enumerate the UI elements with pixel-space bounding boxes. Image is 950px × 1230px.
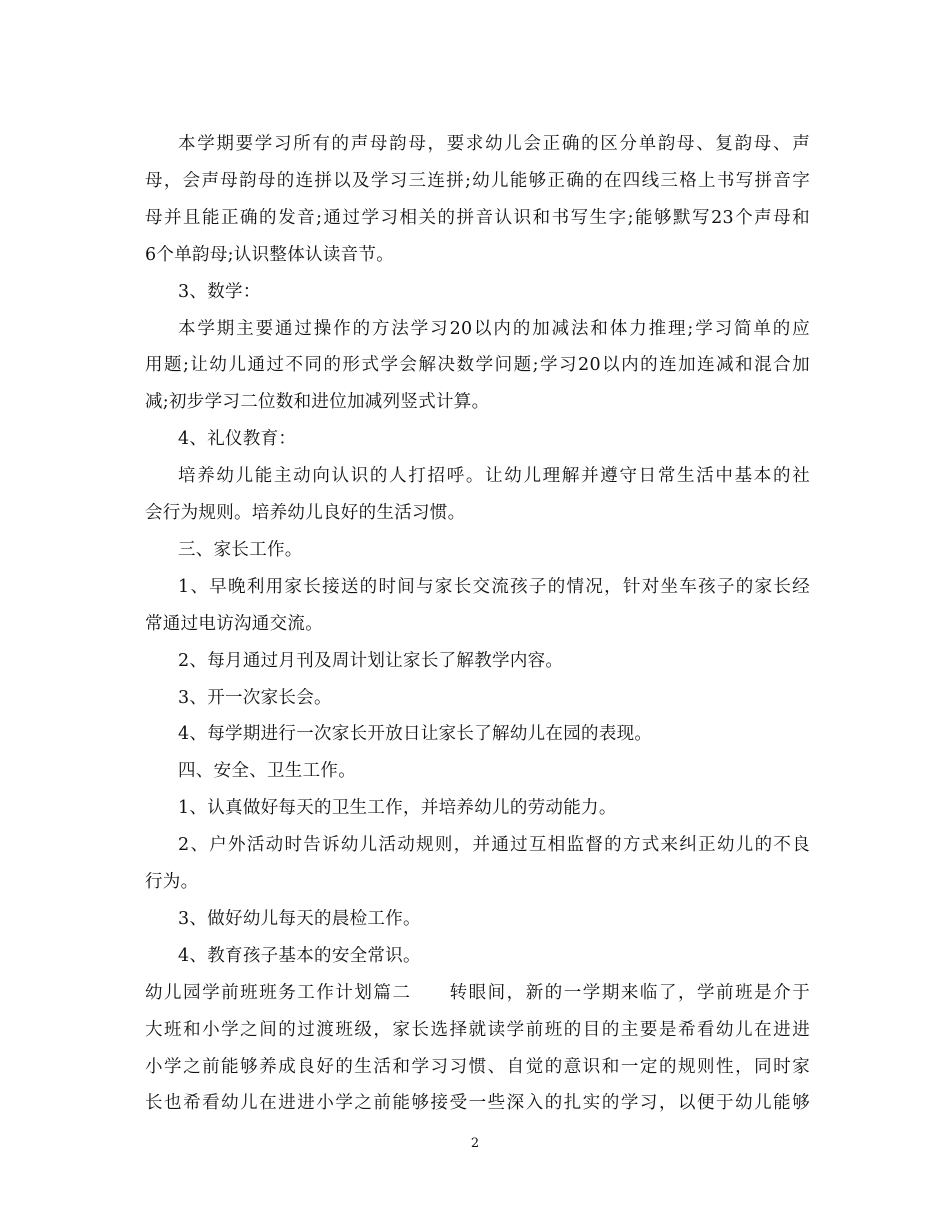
text-line: 母，会声母韵母的连拼以及学习三连拼;幼儿能够正确的在四线三格上书写拼音字 <box>145 170 810 191</box>
text-line: 常通过电访沟通交流。 <box>145 613 323 634</box>
text-line: 小学之前能够养成良好的生活和学习习惯、自觉的意识和一定的规则性，同时家 <box>145 1056 810 1077</box>
text-line: 培养幼儿能主动向认识的人打招呼。让幼儿理解并遵守日常生活中基本的社 <box>178 466 810 487</box>
text-line: 4、每学期进行一次家长开放日让家长了解幼儿在园的表现。 <box>178 724 653 745</box>
text-line: 3、开一次家长会。 <box>178 687 332 708</box>
text-line: 3、数学： <box>178 281 261 302</box>
text-line: 3、做好幼儿每天的晨检工作。 <box>178 908 421 929</box>
text-line: 2、户外活动时告诉幼儿活动规则，并通过互相监督的方式来纠正幼儿的不良 <box>178 835 810 856</box>
text-line: 6个单韵母;认识整体认读音节。 <box>145 244 395 265</box>
text-line: 幼儿园学前班班务工作计划篇二 转眼间，新的一学期来临了，学前班是介于 <box>145 982 810 1003</box>
text-line: 用题;让幼儿通过不同的形式学会解决数学问题;学习20以内的连加连减和混合加 <box>145 355 810 376</box>
text-line: 长也希看幼儿在进进小学之前能够接受一些深入的扎实的学习，以便于幼儿能够 <box>145 1093 810 1114</box>
text-line: 4、礼仪教育： <box>178 429 297 450</box>
text-line: 三、家长工作。 <box>178 539 303 560</box>
text-line: 本学期主要通过操作的方法学习20以内的加减法和体力推理;学习简单的应 <box>178 318 810 339</box>
text-line: 1、认真做好每天的卫生工作，并培养幼儿的劳动能力。 <box>178 798 617 819</box>
page-number: 2 <box>470 1136 480 1151</box>
text-line: 母并且能正确的发音;通过学习相关的拼音认识和书写生字;能够默写23个声母和 <box>145 207 810 228</box>
text-line: 本学期要学习所有的声母韵母，要求幼儿会正确的区分单韵母、复韵母、声 <box>178 134 810 154</box>
text-line: 4、教育孩子基本的安全常识。 <box>178 945 421 966</box>
text-line: 减;初步学习二位数和进位加减列竖式计算。 <box>145 392 490 413</box>
text-line: 会行为规则。培养幼儿良好的生活习惯。 <box>145 503 466 523</box>
text-line: 1、早晚利用家长接送的时间与家长交流孩子的情况，针对坐车孩子的家长经 <box>178 576 810 597</box>
text-line: 行为。 <box>145 872 199 892</box>
text-line: 2、每月通过月刊及周计划让家长了解教学内容。 <box>178 650 564 671</box>
text-line: 大班和小学之间的过渡班级，家长选择就读学前班的目的主要是希看幼儿在进进 <box>145 1019 810 1040</box>
text-line: 四、安全、卫生工作。 <box>178 761 356 782</box>
